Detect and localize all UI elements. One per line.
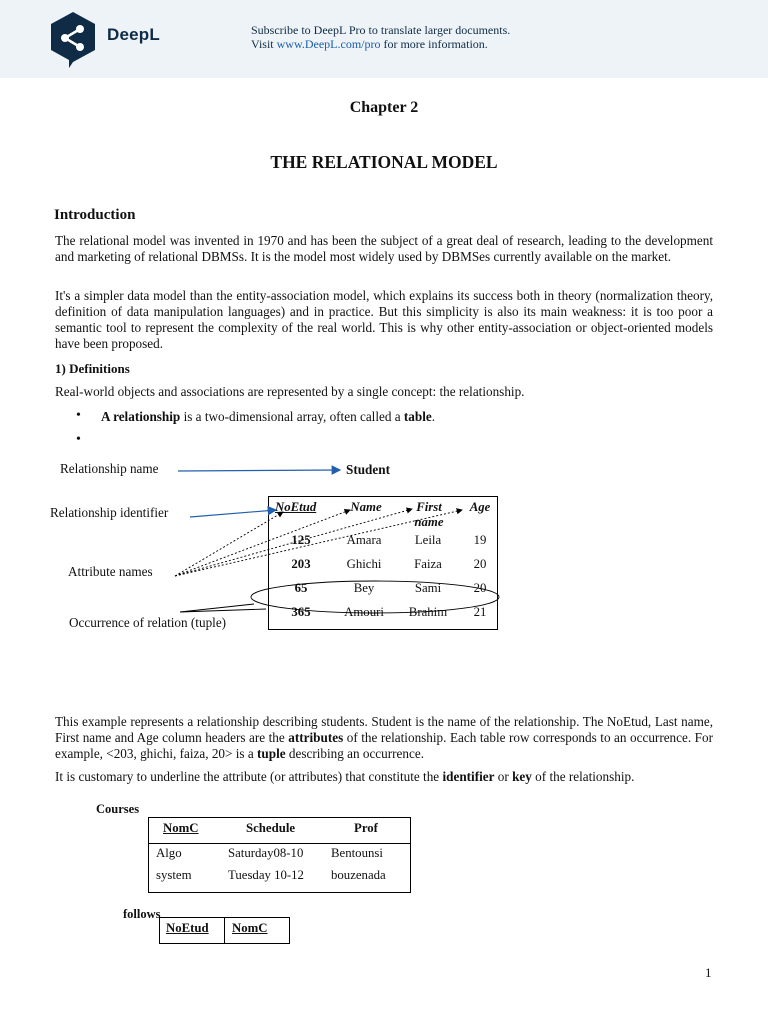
bold-attributes: attributes (288, 730, 344, 745)
p3-a: This example represents a relationship describing students. Student is the name of the relationship. The NoEtud, Last name, First name and Age column headers are the (55, 714, 713, 745)
label-relationship-name: Relationship name (60, 461, 159, 476)
cell-r3-c2: Bey (353, 581, 375, 595)
courses-header-prof: Prof (354, 821, 378, 835)
cell-r1-c1: 125 (291, 533, 311, 547)
deepl-pro-link[interactable]: www.DeepL.com/pro (276, 37, 381, 51)
bullet-mid: is a two-dimensional array, often called a (180, 409, 404, 424)
document-title: THE RELATIONAL MODEL (270, 152, 498, 172)
promo-line-1: Subscribe to DeepL Pro to translate larger documents. (251, 23, 511, 37)
cell-r1-c3: Leila (414, 533, 442, 547)
header-name: Name (350, 500, 382, 514)
cell-r2-c2: Ghichi (346, 557, 382, 571)
cell-r3-c3: Sami (414, 581, 442, 595)
deepl-logo-text[interactable]: DeepL (107, 25, 160, 44)
bold-relationship: A relationship (101, 409, 181, 424)
p3-c: of the relationship. Each table row corresponds to an occurrence. For example, <203, ghichi, faiza, 20> is a (55, 730, 714, 761)
cell-r2-c4: 20 (473, 557, 487, 571)
courses-r1-c2: Saturday08-10 (228, 846, 304, 860)
follows-table (159, 917, 290, 944)
promo-suffix: for more information. (380, 37, 488, 51)
bold-tuple: tuple (257, 746, 286, 761)
cell-r4-c2: Amouri (344, 605, 384, 619)
promo-visit: Visit (251, 37, 277, 51)
courses-r1-c3: Bentounsi (331, 846, 383, 860)
courses-header-nomc: NomC (163, 821, 199, 835)
cell-r2-c1: 203 (291, 557, 311, 571)
label-relationship-identifier: Relationship identifier (50, 505, 169, 520)
bullet-end: . (431, 409, 436, 424)
cell-r3-c1: 65 (294, 581, 308, 595)
cell-r4-c4: 21 (473, 605, 487, 619)
follows-header-noetud: NoEtud (166, 921, 209, 935)
introduction-heading: Introduction (54, 207, 136, 223)
definitions-heading: 1) Definitions (55, 361, 130, 376)
identifier-arrow (190, 510, 276, 517)
follows-header-nomc: NomC (232, 921, 268, 935)
courses-header-divider (149, 843, 410, 844)
follows-label: follows (123, 907, 161, 921)
follows-divider (224, 918, 225, 943)
definitions-text: Real-world objects and associations are represented by a single concept: the relationship. (55, 384, 525, 399)
label-occurrence: Occurrence of relation (tuple) (69, 615, 227, 630)
header-noetud: NoEtud (275, 500, 317, 514)
p4-a: It is customary to underline the attribute (or attributes) that constitute the (55, 769, 443, 784)
cell-r4-c3: Brahim (408, 605, 448, 619)
cell-r1-c4: 19 (473, 533, 487, 547)
label-attribute-names: Attribute names (68, 564, 153, 579)
bullet-glyph-1: • (76, 408, 81, 423)
courses-label: Courses (96, 802, 140, 816)
intro-paragraph-2: It's a simpler data model than the entity-association model, which explains its success both in theory (normalization theory, definition of data manipulation languages) and in practice. But this simplicity is also its main weakness: it is too poor a semantic tool to represent the complexity of the real world. This is why other entity-association or object-oriented models have been proposed. (55, 288, 713, 351)
p4-c: or (494, 769, 513, 784)
courses-header-schedule: Schedule (246, 821, 296, 835)
p3-e: describing an occurrence. (285, 746, 424, 761)
p4-e: of the relationship. (531, 769, 635, 784)
header-age: Age (469, 500, 491, 514)
page-number: 1 (705, 965, 712, 980)
courses-r2-c1: system (156, 868, 192, 882)
bold-key: key (512, 769, 532, 784)
courses-r2-c2: Tuesday 10-12 (228, 868, 304, 882)
cell-r1-c2: Amara (346, 533, 382, 547)
key-paragraph (55, 769, 713, 785)
courses-table (148, 817, 411, 893)
relation-name-student: Student (346, 462, 390, 477)
relname-arrow (178, 470, 340, 471)
attr-line-1 (175, 512, 283, 576)
attr-line-3 (175, 509, 412, 576)
example-paragraph (55, 714, 713, 762)
attr-line-2 (175, 510, 350, 576)
bold-table: table (403, 409, 432, 424)
cell-r2-c3: Faiza (414, 557, 442, 571)
courses-r2-c3: bouzenada (331, 868, 386, 882)
cell-r4-c1: 365 (291, 605, 311, 619)
bold-identifier: identifier (442, 769, 495, 784)
chapter-heading: Chapter 2 (349, 99, 419, 116)
header-first-name: First name (414, 500, 444, 529)
tuple-ellipse (251, 581, 499, 613)
bullet-glyph-2: • (76, 432, 81, 447)
courses-r1-c1: Algo (156, 846, 182, 860)
cell-r3-c4: 20 (473, 581, 487, 595)
intro-paragraph-1: The relational model was invented in 1970 and has been the subject of a great deal of research, leading to the development and marketing of relational DBMSs. It is the model most widely used by DBMSes currently available on the market. (55, 233, 713, 264)
attr-line-4 (175, 510, 462, 576)
